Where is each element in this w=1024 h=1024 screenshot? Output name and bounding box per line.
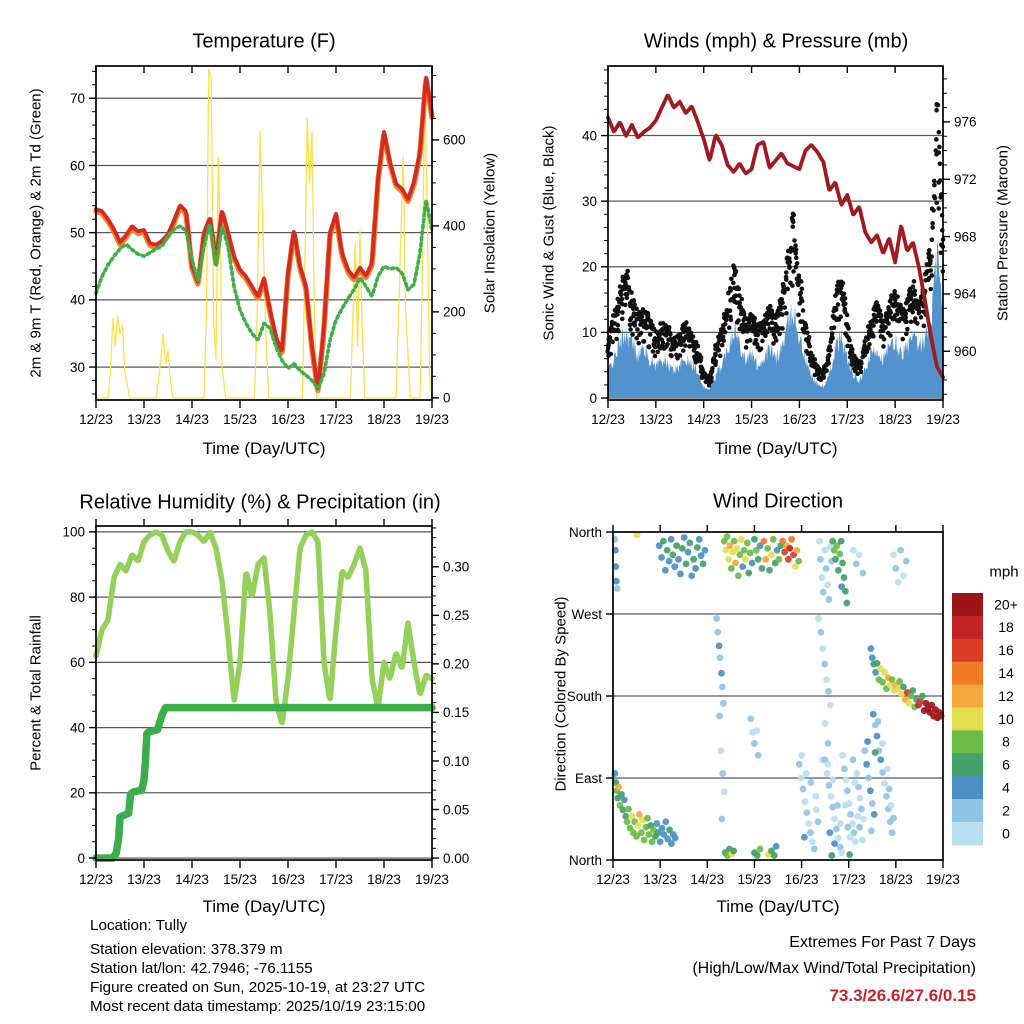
svg-text:100: 100: [62, 524, 85, 540]
svg-text:18/23: 18/23: [367, 872, 401, 887]
extremes-subtitle: (High/Low/Max Wind/Total Precipitation): [692, 960, 976, 977]
svg-text:12/23: 12/23: [79, 872, 113, 887]
svg-text:972: 972: [954, 172, 977, 188]
svg-text:13/23: 13/23: [127, 872, 161, 887]
svg-text:50: 50: [69, 225, 85, 241]
svg-text:14: 14: [998, 664, 1014, 681]
svg-text:0.15: 0.15: [443, 705, 470, 721]
winds-chart-title: Winds (mph) & Pressure (mb): [643, 30, 909, 53]
svg-text:8: 8: [1002, 733, 1010, 750]
svg-text:15/23: 15/23: [223, 412, 257, 427]
svg-text:600: 600: [443, 132, 466, 148]
svg-text:19/23: 19/23: [926, 872, 960, 887]
svg-text:20: 20: [581, 259, 597, 275]
svg-text:16/23: 16/23: [271, 412, 305, 427]
humidity-chart-title: Relative Humidity (%) & Precipitation (in): [79, 491, 441, 514]
svg-text:0: 0: [443, 390, 451, 406]
wind-direction-chart-title: Wind Direction: [712, 490, 844, 513]
humidity-precipitation-chart: [62, 519, 469, 887]
svg-text:16/23: 16/23: [784, 872, 819, 887]
svg-text:40: 40: [69, 292, 85, 308]
svg-text:20: 20: [69, 785, 85, 801]
temperature-left-axis-label: 2m & 9m T (Red, Orange) & 2m Td (Green): [27, 88, 45, 378]
winds-x-axis-label: Time (Day/UTC): [714, 439, 838, 458]
direction-left-axis-label: Direction (Colored By Speed): [552, 596, 570, 792]
svg-text:70: 70: [69, 91, 85, 107]
svg-text:60: 60: [69, 158, 85, 174]
svg-text:6: 6: [1002, 756, 1010, 773]
wind-direction-chart: [567, 525, 960, 887]
svg-text:16/23: 16/23: [782, 412, 817, 427]
footer-timestamp: Most recent data timestamp: 2025/10/19 23:15:00: [90, 998, 426, 1015]
svg-text:968: 968: [954, 229, 977, 245]
svg-text:12/23: 12/23: [79, 412, 113, 427]
wind-direction-x-axis-label: Time (Day/UTC): [716, 897, 840, 916]
svg-text:North: North: [568, 524, 602, 540]
extremes-values: 73.3/26.6/27.6/0.15: [829, 986, 976, 1005]
svg-text:18/23: 18/23: [878, 412, 913, 427]
footer-latlon: Station lat/lon: 42.7946; -76.1155: [90, 960, 313, 977]
svg-text:60: 60: [69, 655, 85, 671]
temperature-chart-title: Temperature (F): [192, 30, 336, 53]
svg-text:10: 10: [581, 325, 597, 341]
svg-text:12/23: 12/23: [591, 412, 625, 427]
svg-text:0: 0: [1002, 825, 1010, 842]
temperature-x-axis-label: Time (Day/UTC): [202, 439, 326, 458]
svg-text:200: 200: [443, 304, 466, 320]
svg-text:0.20: 0.20: [443, 656, 470, 672]
svg-text:0.05: 0.05: [443, 802, 470, 818]
svg-text:14/23: 14/23: [686, 412, 721, 427]
humidity-left-axis-label: Percent & Total Rainfall: [27, 615, 45, 771]
svg-text:18/23: 18/23: [878, 872, 913, 887]
svg-text:40: 40: [69, 720, 85, 736]
svg-text:13/23: 13/23: [127, 412, 161, 427]
svg-text:0.25: 0.25: [443, 608, 470, 624]
svg-text:0: 0: [77, 850, 85, 866]
extremes-title: Extremes For Past 7 Days: [789, 934, 976, 951]
svg-text:0.10: 0.10: [443, 753, 470, 769]
svg-text:West: West: [571, 606, 602, 622]
svg-text:30: 30: [69, 359, 85, 375]
svg-text:976: 976: [954, 114, 977, 130]
svg-text:19/23: 19/23: [415, 412, 449, 427]
svg-text:2: 2: [1002, 802, 1010, 819]
footer-location: Location: Tully: [90, 917, 188, 934]
solar-right-axis-label: Solar Insolation (Yellow): [481, 152, 499, 314]
wind-left-axis-label: Sonic Wind & Gust (Blue, Black): [540, 125, 558, 341]
svg-text:0.00: 0.00: [443, 850, 470, 866]
footer-elevation: Station elevation: 378.379 m: [90, 941, 283, 958]
svg-text:10: 10: [998, 710, 1014, 727]
svg-text:40: 40: [581, 128, 597, 144]
svg-text:4: 4: [1002, 779, 1010, 796]
svg-text:18: 18: [998, 619, 1014, 636]
svg-text:17/23: 17/23: [319, 412, 353, 427]
svg-text:15/23: 15/23: [734, 412, 769, 427]
svg-text:17/23: 17/23: [831, 872, 866, 887]
svg-text:19/23: 19/23: [926, 412, 960, 427]
svg-text:14/23: 14/23: [690, 872, 725, 887]
svg-text:18/23: 18/23: [367, 412, 401, 427]
svg-text:20+: 20+: [994, 596, 1018, 613]
svg-text:0: 0: [589, 390, 597, 406]
svg-text:North: North: [568, 852, 602, 868]
footer-created: Figure created on Sun, 2025-10-19, at 23:27 UTC: [90, 979, 426, 996]
speed-legend-title: mph: [989, 563, 1019, 581]
svg-text:13/23: 13/23: [643, 872, 678, 887]
humidity-x-axis-label: Time (Day/UTC): [202, 897, 326, 916]
pressure-right-axis-label: Station Pressure (Maroon): [994, 145, 1012, 321]
svg-text:19/23: 19/23: [415, 872, 449, 887]
svg-text:17/23: 17/23: [830, 412, 865, 427]
temperature-chart: [70, 66, 466, 427]
svg-text:12: 12: [998, 687, 1014, 704]
svg-text:14/23: 14/23: [175, 872, 209, 887]
svg-text:16/23: 16/23: [271, 872, 305, 887]
svg-text:15/23: 15/23: [223, 872, 257, 887]
svg-text:30: 30: [581, 193, 597, 209]
svg-text:960: 960: [954, 344, 977, 360]
svg-text:0.30: 0.30: [443, 559, 470, 575]
svg-text:17/23: 17/23: [319, 872, 353, 887]
svg-text:East: East: [574, 770, 602, 786]
svg-text:12/23: 12/23: [596, 872, 630, 887]
svg-text:80: 80: [69, 589, 85, 605]
svg-text:South: South: [566, 688, 602, 704]
speed-colorbar: [952, 593, 1018, 845]
svg-text:15/23: 15/23: [737, 872, 772, 887]
svg-text:16: 16: [998, 642, 1014, 659]
winds-pressure-chart: [582, 66, 977, 427]
svg-text:14/23: 14/23: [175, 412, 209, 427]
svg-text:13/23: 13/23: [638, 412, 673, 427]
svg-text:400: 400: [443, 218, 466, 234]
svg-text:964: 964: [954, 286, 977, 302]
